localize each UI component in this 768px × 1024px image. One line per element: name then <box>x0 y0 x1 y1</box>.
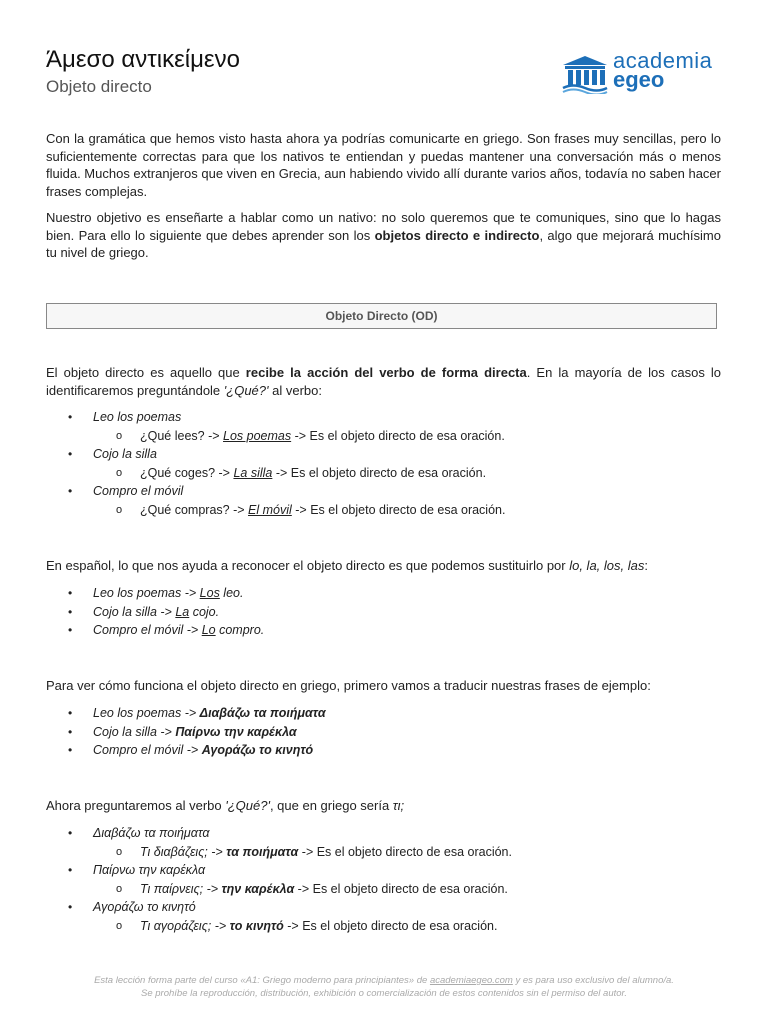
academia-egeo-logo <box>561 48 721 94</box>
question-paragraph: Ahora preguntaremos al verbo '¿Qué?', que en griego sería τι; <box>46 798 405 813</box>
footer-line-2: Se prohíbe la reproducción, distribución, exhibición o comercialización de estos contenidos sin el permiso del autor. <box>141 988 627 999</box>
intro-paragraph-1: Con la gramática que hemos visto hasta ahora ya podrías comunicarte en griego. Son frases muy sencillas, pero lo suficientemente correctas para que los nativos te entiendan y puedas mantener una conversación más o menos fluida. Muchos extranjeros que viven en Grecia, aun habiendo vivido allí durante varios años, todavía no saben hacer frases complejas. <box>46 131 721 199</box>
list-item: • Leo los poemas -> Διαβάζω τα ποιήματα <box>68 706 326 720</box>
list-item: • Leo los poemas <box>68 410 182 424</box>
list-item: • Cojo la silla -> Παίρνω την καρέκλα <box>68 724 297 739</box>
greek-translation-paragraph: Para ver cómo funciona el objeto directo en griego, primero vamos a traducir nuestras frases de ejemplo: <box>46 678 651 693</box>
footer-link[interactable]: academiaegeo.com <box>429 975 513 986</box>
logo-text-academia: academia <box>613 48 713 73</box>
list-subitem: o ¿Qué compras? -> El móvil -> Es el objeto directo de esa oración. <box>116 502 506 517</box>
od-definition-paragraph: El objeto directo es aquello que recibe la acción del verbo de forma directa. En la mayoría de los casos lo identificaremos preguntándole '¿Qué?' al verbo: <box>46 365 722 398</box>
section-header-objeto-directo: Objeto Directo (OD) <box>46 303 717 329</box>
list-item: • Διαβάζω τα ποιήματα <box>68 826 210 840</box>
page-title: Άμεσο αντικείμενο <box>46 46 240 73</box>
list-item: • Leo los poemas -> Los leo. <box>68 586 244 600</box>
substitution-paragraph: En español, lo que nos ayuda a reconocer el objeto directo es que podemos sustituirlo por lo, la, los, las: <box>46 558 648 573</box>
substitution-list <box>46 584 721 640</box>
list-item: • Αγοράζω το κινητό <box>68 900 196 914</box>
page-subtitle: Objeto directo <box>46 77 152 96</box>
list-subitem: o ¿Qué lees? -> Los poemas -> Es el objeto directo de esa oración. <box>116 428 505 443</box>
temple-icon <box>561 54 609 94</box>
list-subitem: o ¿Qué coges? -> La silla -> Es el objeto directo de esa oración. <box>116 465 487 480</box>
list-item: • Compro el móvil <box>68 484 184 498</box>
list-item: • Cojo la silla <box>68 447 157 461</box>
list-subitem: o Τι παίρνεις; -> την καρέκλα -> Es el objeto directo de esa oración. <box>116 881 508 896</box>
greek-translation-list <box>46 704 721 760</box>
list-item: • Compro el móvil -> Αγοράζω το κινητό <box>68 743 314 757</box>
od-example-list <box>46 408 721 519</box>
list-item: • Cojo la silla -> La cojo. <box>68 604 220 619</box>
list-item: • Compro el móvil -> Lo compro. <box>68 623 265 637</box>
footer-note <box>0 974 768 1000</box>
logo-text-egeo: egeo <box>613 67 665 92</box>
list-subitem: o Τι διαβάζεις; -> τα ποιήματα -> Es el objeto directo de esa oración. <box>116 844 512 859</box>
intro-paragraph-2: Nuestro objetivo es enseñarte a hablar como un nativo: no solo queremos que te comuniques, sino que lo hagas bien. Para ello lo siguiente que debes aprender son los objetos directo e indirecto, algo que mejorará muchísimo tu nivel de griego. <box>46 210 721 261</box>
greek-question-list <box>46 824 721 935</box>
list-subitem: o Τι αγοράζεις; -> το κινητό -> Es el objeto directo de esa oración. <box>116 918 498 933</box>
list-item: • Παίρνω την καρέκλα <box>68 863 206 877</box>
footer-line-1: Esta lección forma parte del curso «A1: Griego moderno para principiantes» de academiaegeo.com y es para uso exclusivo del alumno/a. <box>94 975 674 986</box>
